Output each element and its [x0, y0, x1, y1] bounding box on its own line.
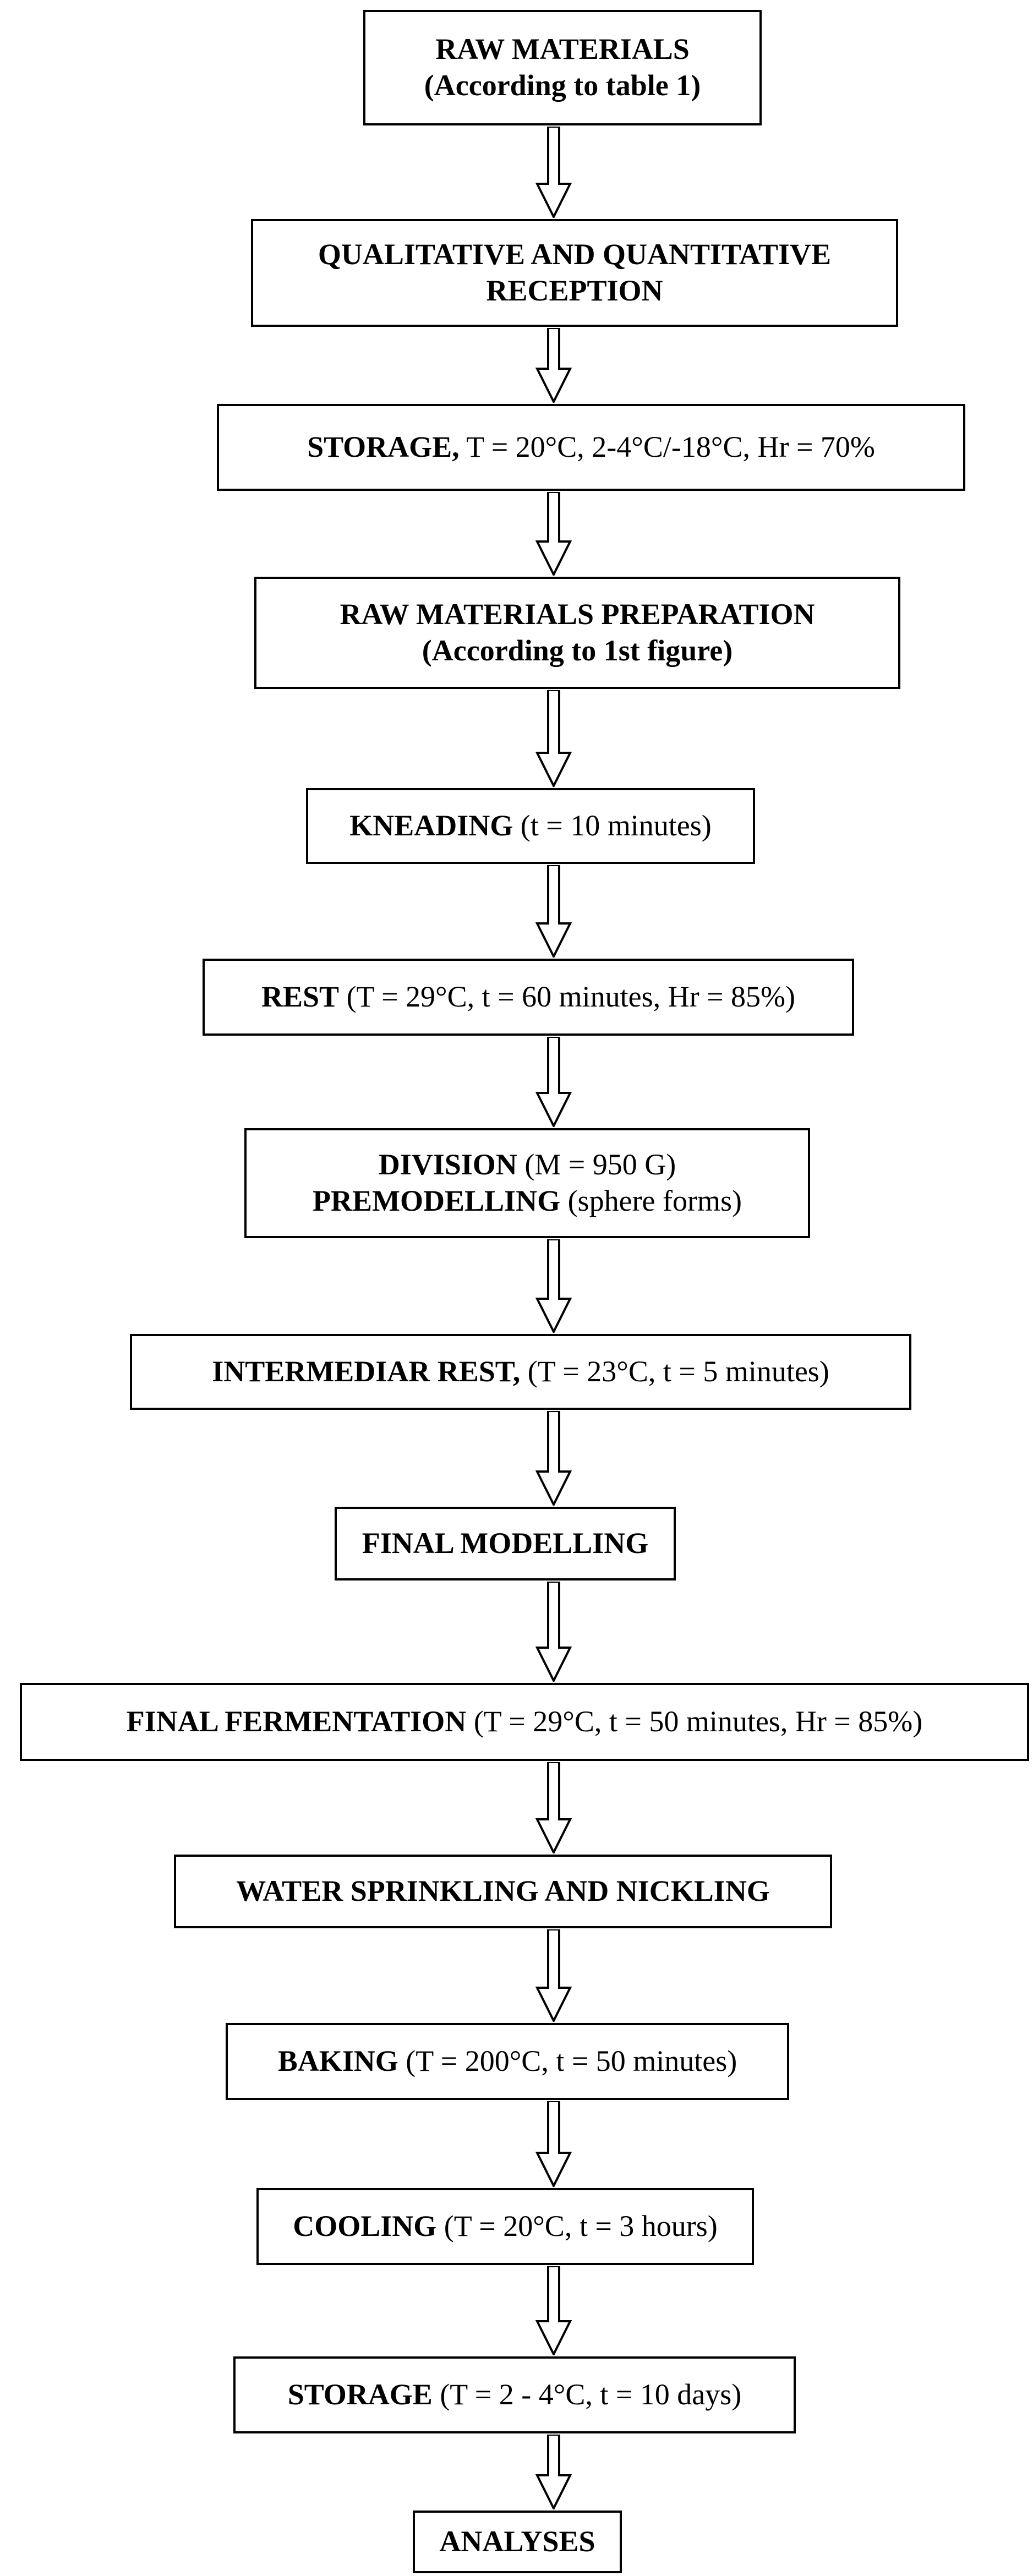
step-label-bold: WATER SPRINKLING AND NICKLING: [236, 1874, 770, 1908]
step-box-3: [217, 404, 965, 491]
step-box-1: [363, 10, 762, 125]
step-box-11: [174, 1855, 832, 1928]
down-arrow-icon: [534, 328, 573, 403]
step-label-bold: STORAGE,: [307, 430, 460, 464]
step-line: [236, 1873, 770, 1910]
down-arrow-icon: [534, 1411, 573, 1506]
step-box-7: [244, 1128, 810, 1238]
step-line: [288, 2377, 742, 2413]
down-arrow-icon: [534, 492, 573, 576]
down-arrow-icon: [534, 2435, 573, 2509]
step-label-bold: QUALITATIVE AND QUANTITATIVE: [318, 238, 832, 271]
step-label-bold: REST: [261, 980, 340, 1014]
step-parameters: (M = 950 G): [517, 1148, 676, 1182]
step-parameters: T = 20°C, 2-4°C/-18°C, Hr = 70%: [459, 430, 875, 464]
step-label-bold: PREMODELLING: [313, 1184, 561, 1217]
step-label-bold: INTERMEDIAR REST,: [212, 1355, 521, 1388]
step-label-bold: RAW MATERIALS PREPARATION: [340, 598, 815, 631]
step-label-bold: RECEPTION: [486, 274, 663, 307]
step-box-10: [20, 1683, 1029, 1761]
down-arrow-icon: [534, 865, 573, 958]
step-box-9: [335, 1507, 676, 1580]
step-parameters: (sphere forms): [560, 1184, 742, 1217]
step-line: [340, 597, 815, 633]
step-label-bold: (According to 1st figure): [422, 634, 733, 667]
down-arrow-icon: [534, 1582, 573, 1682]
step-box-8: [130, 1334, 911, 1410]
step-box-5: [306, 788, 755, 864]
step-label-bold: FINAL FERMENTATION: [126, 1705, 467, 1738]
step-label-bold: BAKING: [277, 2044, 398, 2078]
step-label-bold: (According to table 1): [424, 69, 701, 102]
step-line: [422, 633, 733, 669]
step-parameters: (T = 20°C, t = 3 hours): [436, 2209, 718, 2243]
step-label-bold: DIVISION: [378, 1148, 517, 1182]
step-label-bold: ANALYSES: [439, 2525, 595, 2558]
down-arrow-icon: [534, 2266, 573, 2355]
step-parameters: (T = 200°C, t = 50 minutes): [398, 2044, 737, 2078]
step-parameters: (T = 23°C, t = 5 minutes): [520, 1355, 829, 1388]
step-line: [313, 1183, 742, 1219]
step-label-bold: STORAGE: [287, 2378, 433, 2411]
step-parameters: (t = 10 minutes): [513, 809, 712, 843]
step-box-6: [203, 959, 854, 1036]
step-line: [318, 237, 831, 273]
down-arrow-icon: [534, 1762, 573, 1853]
down-arrow-icon: [534, 1929, 573, 2022]
step-label-bold: RAW MATERIALS: [435, 32, 690, 66]
step-line: [293, 2208, 718, 2245]
step-box-2: [251, 219, 898, 327]
down-arrow-icon: [534, 127, 573, 218]
step-box-4: [254, 577, 900, 689]
step-parameters: (T = 29°C, t = 60 minutes, Hr = 85%): [339, 980, 795, 1014]
step-line: [435, 31, 690, 68]
step-line: [127, 1704, 922, 1740]
step-line: [379, 1147, 676, 1183]
step-line: [261, 979, 795, 1015]
step-label-bold: FINAL MODELLING: [362, 1527, 649, 1560]
step-box-12: [226, 2023, 789, 2100]
down-arrow-icon: [534, 1037, 573, 1127]
step-line: [486, 273, 663, 309]
step-label-bold: COOLING: [293, 2209, 437, 2243]
step-line: [278, 2043, 737, 2080]
step-line: [362, 1525, 649, 1562]
step-box-14: [233, 2356, 796, 2433]
step-box-15: [413, 2511, 622, 2573]
step-parameters: (T = 2 - 4°C, t = 10 days): [432, 2378, 742, 2411]
step-line: [307, 429, 875, 466]
step-line: [349, 808, 711, 844]
step-line: [212, 1354, 829, 1390]
step-box-13: [256, 2188, 754, 2265]
step-label-bold: KNEADING: [349, 809, 513, 843]
step-line: [439, 2524, 595, 2560]
down-arrow-icon: [534, 2101, 573, 2187]
down-arrow-icon: [534, 690, 573, 787]
down-arrow-icon: [534, 1239, 573, 1333]
step-line: [424, 68, 701, 104]
step-parameters: (T = 29°C, t = 50 minutes, Hr = 85%): [466, 1705, 923, 1738]
